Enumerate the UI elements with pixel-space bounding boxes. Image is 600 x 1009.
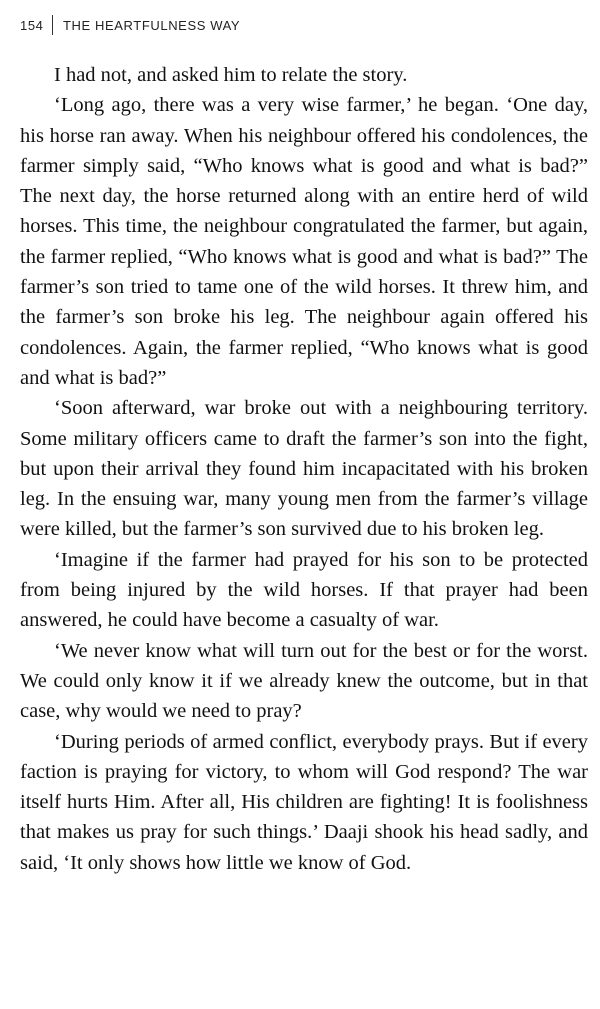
paragraph: ‘During periods of armed conflict, everybody prays. But if every faction is praying for victory, to whom will God respond? The war itself hurts Him. After all, His children are fighting! It is foolishness that makes us pray for such things.’ Daaji shook his head sadly, and said, ‘It only shows how little we know of God. — [20, 730, 588, 874]
page-number: 154 — [20, 17, 44, 33]
header-divider — [52, 15, 54, 35]
book-title: THE HEARTFULNESS WAY — [63, 17, 241, 33]
paragraph: ‘Imagine if the farmer had prayed for his son to be protected from being injured by the wild horses. If that prayer had been answered, he could have become a casualty of war. — [20, 548, 588, 632]
paragraph: ‘We never know what will turn out for the best or for the worst. We could only know it if we already knew the outcome, but in that case, why would we need to pray? — [20, 639, 588, 723]
running-head — [20, 14, 240, 36]
paragraph: ‘Long ago, there was a very wise farmer,’ he began. ‘One day, his horse ran away. When his neighbour offered his condolences, the farmer simply said, “Who knows what is good and what is bad?” The next day, the horse returned along with an entire herd of wild horses. This time, the neighbour congratulated the farmer, but again, the farmer replied, “Who knows what is good and what is bad?” The farmer’s son tried to tame one of the wild horses. It threw him, and the farmer’s son broke his leg. The neighbour again offered his condolences. Again, the farmer replied, “Who knows what is good and what is bad?” — [20, 94, 588, 389]
body-text — [20, 60, 588, 878]
paragraph: I had not, and asked him to relate the story. — [54, 64, 408, 86]
paragraph: ‘Soon afterward, war broke out with a neighbouring territory. Some military officers came to draft the farmer’s son into the fight, but upon their arrival they found him incapacitated with his broken leg. In the ensuing war, many young men from the farmer’s village were killed, but the farmer’s son survived due to his broken leg. — [20, 397, 588, 541]
